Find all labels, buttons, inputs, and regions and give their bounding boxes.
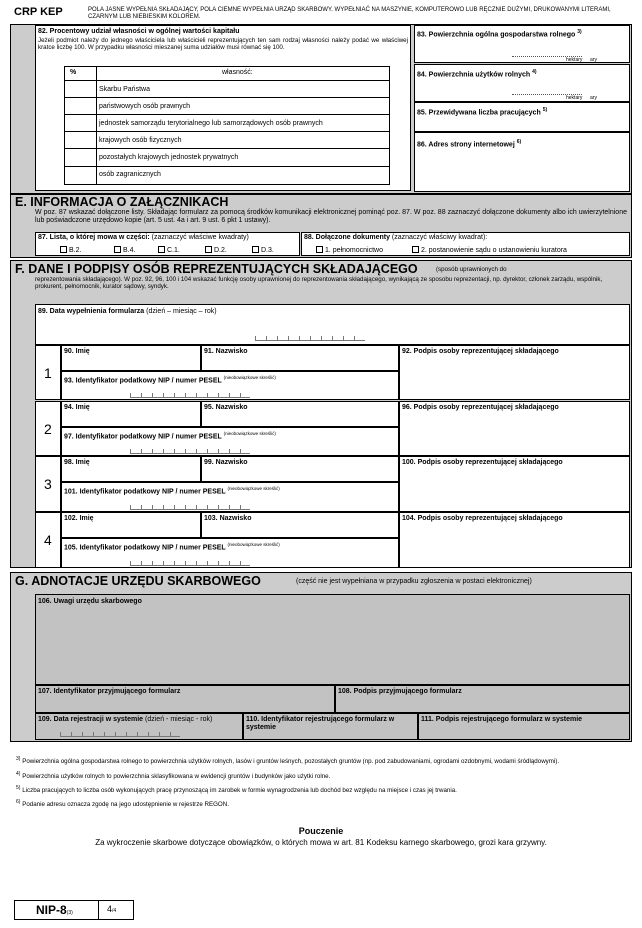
ownership-row: pozostałych krajowych jednostek prywatnych	[99, 154, 239, 161]
signature-label: 96. Podpis osoby reprezentującej składającego	[402, 404, 559, 411]
first-name-label: 102. Imię	[64, 515, 94, 522]
nip-pesel-label: 105. Identyfikator podatkowy NIP / numer PESEL $^{(nieobowiązkowe skreślić)}$	[64, 542, 280, 552]
nip-pesel-label: 101. Identyfikator podatkowy NIP / numer PESEL $^{(nieobowiązkowe skreślić)}$	[64, 486, 280, 496]
unit-ar: ary	[590, 57, 597, 63]
pct-input-skarb[interactable]	[65, 81, 96, 97]
pct-header: %	[70, 69, 77, 76]
f87-option-d3[interactable]: D.3.	[252, 246, 274, 255]
last-name-label: 103. Nazwisko	[204, 515, 252, 522]
person-number: 4	[44, 532, 52, 548]
section-g-title: G. ADNOTACJE URZĘDU SKARBOWEGO	[15, 574, 261, 588]
ownership-row: krajowych osób fizycznych	[99, 137, 182, 144]
f82-title: 82. Procentowy udział własności w ogólnej wartości kapitału	[38, 28, 240, 35]
f107-label: 107. Identyfikator przyjmującego formularz	[38, 688, 181, 695]
ownership-row: państwowych osób prawnych	[99, 103, 191, 110]
unit-ha: hektary	[566, 57, 583, 63]
field-106	[35, 594, 630, 685]
signature-label: 104. Podpis osoby reprezentującej składającego	[402, 515, 563, 522]
f89-label: 89. Data wypełnienia formularza (dzień – miesiąc – rok)	[38, 308, 217, 315]
footnote: $^{3)}$ Powierzchnia ogólna gospodarstwa rolnego to powierzchnia użytków rolnych, lasów i gruntów leśnych, pozostałych gruntów (np. pod zabudowaniami, ogrodami ozdobnymi, wodami śródlądowymi).	[16, 756, 560, 766]
ownership-header: własność:	[222, 69, 253, 76]
pct-input-fizyczne[interactable]	[65, 132, 96, 148]
section-g-note: (część nie jest wypełniana w przypadku zgłoszenia w postaci elektronicznej)	[296, 578, 532, 585]
f108-label: 108. Podpis przyjmującego formularz	[338, 688, 462, 695]
f87-option-b2[interactable]: B.2.	[60, 246, 81, 255]
unit-ha: hektary	[566, 95, 583, 101]
f84-label: 84. Powierzchnia użytków rolnych $^{4)}$	[417, 69, 537, 79]
last-name-label: 91. Nazwisko	[204, 348, 248, 355]
footer-page-number: 4/4	[107, 904, 117, 914]
f87-option-b4[interactable]: B.4.	[114, 246, 135, 255]
f87-label: 87. Lista, o której mowa w części: (zaznaczyć właściwe kwadraty)	[38, 234, 249, 241]
pct-input-prywatne[interactable]	[65, 149, 96, 166]
section-f-desc: reprezentowania składającego). W poz. 92, 96, 100 i 104 wskazać funkcję osoby uprawnionej do reprezentowania składającego, wynikającą ze sposobu reprezentacji, np. dyrektor, członek zarządu, wspólnik, prokurent, pełnomocnik, kurator sądowy, syndyk.	[35, 276, 603, 290]
f109-label: 109. Data rejestracji w systemie (dzień - miesiąc - rok)	[38, 716, 213, 723]
f88-option-kurator[interactable]: 2. postanowienie sądu o ustanowieniu kuratora	[412, 246, 567, 255]
ownership-row: osób zagranicznych	[99, 171, 161, 178]
person-number: 1	[44, 364, 52, 381]
f87-option-d2[interactable]: D.2.	[205, 246, 227, 255]
nip-pesel-label: 97. Identyfikator podatkowy NIP / numer PESEL $^{(nieobowiązkowe skreślić)}$	[64, 431, 276, 441]
first-name-label: 90. Imię	[64, 348, 90, 355]
f82-note: Jeżeli podmiot należy do jednego właściciela lub właścicieli reprezentujących ten sam rodzaj własności należy podać we właściwej kratce liczbę 100. W przypadku własności mieszanej suma udziałów musi równać się 100.	[38, 37, 408, 51]
f88-option-pelnomocnictwo[interactable]: 1. pełnomocnictwo	[316, 246, 383, 255]
section-e-title: E. INFORMACJA O ZAŁĄCZNIKACH	[15, 195, 229, 209]
section-e-desc: W poz. 87 wskazać dołączone listy. Składając formularz za pomocą środków komunikacji elektronicznej pominąć poz. 87. W poz. 88 zaznaczyć dołączone dokumenty albo ich uwierzytelnione lub poświadczone urzędowo kopie (art. 5 ust. 4a i art. 9 ust. 6 pkt 1 ustawy).	[35, 209, 627, 224]
first-name-label: 98. Imię	[64, 459, 90, 466]
form-code-header: CRP KEP	[14, 6, 63, 18]
f106-label: 106. Uwagi urzędu skarbowego	[38, 598, 142, 605]
nip-pesel-label: 93. Identyfikator podatkowy NIP / numer PESEL $^{(nieobowiązkowe skreślić)}$	[64, 375, 276, 385]
pct-input-panstwowe[interactable]	[65, 98, 96, 114]
f88-label: 88. Dołączone dokumenty (zaznaczyć właściwy kwadrat):	[304, 234, 488, 241]
signature-label: 100. Podpis osoby reprezentującej składającego	[402, 459, 563, 466]
person-number: 3	[44, 476, 52, 492]
f86-label: 86. Adres strony internetowej $^{6)}$	[417, 139, 522, 149]
f111-label: 111. Podpis rejestrującego formularz w systemie	[421, 716, 583, 723]
footnote: $^{5)}$ Liczba pracujących to liczba osób wykonujących pracę przynoszącą im zarobek w formie wynagrodzenia lub dochód bez względu na miejsce i czas jej trwania.	[16, 785, 457, 795]
f83-label: 83. Powierzchnia ogólna gospodarstwa rolnego $^{3)}$	[417, 29, 582, 39]
last-name-label: 95. Nazwisko	[204, 404, 248, 411]
pct-input-zagraniczne[interactable]	[65, 167, 96, 184]
pct-input-samorzad[interactable]	[65, 115, 96, 131]
pouczenie-title: Pouczenie	[298, 826, 344, 836]
footnote: $^{6)}$ Podanie adresu oznacza zgodę na jego udostępnienie w rejestrze REGON.	[16, 799, 229, 809]
f87-option-c1[interactable]: C.1.	[158, 246, 180, 255]
unit-ar: ary	[590, 95, 597, 101]
footnote: $^{4)}$ Powierzchnia użytków rolnych to powierzchnia sklasyfikowana w ewidencji gruntów i budynków jako użytki rolne.	[16, 771, 331, 781]
f110-label: 110. Identyfikator rejestrującego formularz w systemie	[246, 716, 395, 731]
footer-form-code: NIP-8(3)	[36, 903, 73, 917]
signature-label: 92. Podpis osoby reprezentującej składającego	[402, 348, 559, 355]
first-name-label: 94. Imię	[64, 404, 90, 411]
last-name-label: 99. Nazwisko	[204, 459, 248, 466]
section-f-title: F. DANE I PODPISY OSÓB REPREZENTUJĄCYCH SKŁADAJĄCEGO	[15, 262, 418, 276]
ownership-row: jednostek samorządu terytorialnego lub samorządowych osób prawnych	[99, 120, 323, 127]
f85-label: 85. Przewidywana liczba pracujących $^{5)}$	[417, 107, 548, 117]
pouczenie-text: Za wykroczenie skarbowe dotyczące obowiązków, o których mowa w art. 81 Kodeksu karnego skarbowego, grozi kara grzywny.	[95, 838, 547, 847]
fill-instruction: POLA JASNE WYPEŁNIA SKŁADAJĄCY, POLA CIEMNE WYPEŁNIA URZĄD SKARBOWY. WYPEŁNIAĆ NA MASZYNIE, KOMPUTEROWO LUB RĘCZNIE DUŻYMI, DRUKOWANYMI LITERAMI, CZARNYM LUB NIEBIESKIM KOLOREM.	[88, 7, 611, 20]
person-number: 2	[44, 420, 52, 437]
section-f-title-note: (sposób uprawnionych do	[436, 266, 507, 273]
ownership-row: Skarbu Państwa	[99, 86, 150, 93]
